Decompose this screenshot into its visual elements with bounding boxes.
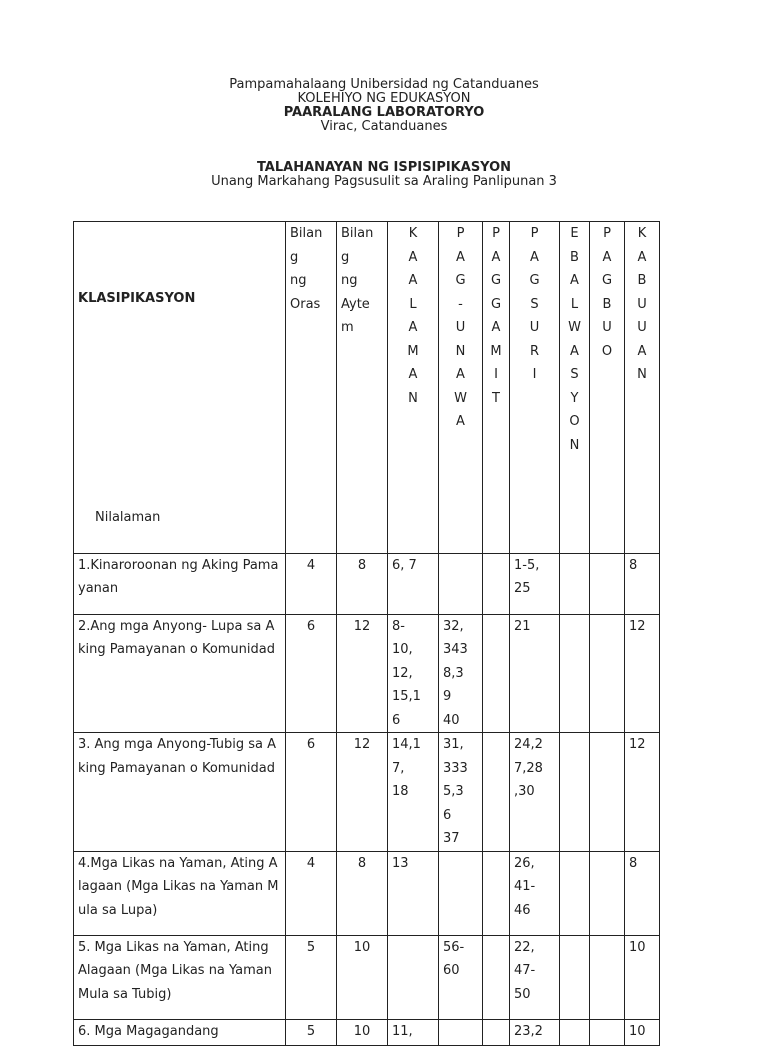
kabuuan-cell: 8 <box>625 851 660 935</box>
ebalwasyon-cell <box>560 1019 590 1045</box>
table-row <box>74 935 660 1019</box>
paggamit-cell <box>483 733 510 852</box>
topic-cell: 3. Ang mga Anyong-Tubig sa Aking Pamayanan o Komunidad <box>74 733 286 852</box>
pagbuo-cell <box>590 935 625 1019</box>
pagsuri-cell: 23,2 <box>510 1019 560 1045</box>
kaalaman-cell <box>388 935 439 1019</box>
ebalwasyon-cell <box>560 614 590 733</box>
kabuuan-cell: 8 <box>625 553 660 614</box>
oras-cell: 4 <box>286 851 337 935</box>
nilalaman-label: Nilalaman <box>95 509 161 525</box>
pagsuri-cell: 24,2 7,28 ,30 <box>510 733 560 852</box>
pagsuri-cell: 21 <box>510 614 560 733</box>
specification-table <box>73 221 660 1046</box>
pagbuo-cell <box>590 733 625 852</box>
pagbuo-cell <box>590 614 625 733</box>
kaalaman-cell: 6, 7 <box>388 553 439 614</box>
pag-unawa-cell: 56- 60 <box>439 935 483 1019</box>
table-row <box>74 851 660 935</box>
oras-cell: 4 <box>286 553 337 614</box>
pag-unawa-cell <box>439 1019 483 1045</box>
pag-unawa-header: P A G - U N A W A <box>439 222 483 554</box>
pagsuri-cell: 26, 41- 46 <box>510 851 560 935</box>
document-title: TALAHANAYAN NG ISPISIPIKASYON <box>256 160 512 175</box>
aytem-cell: 8 <box>337 851 388 935</box>
kaalaman-cell: 13 <box>388 851 439 935</box>
pagsuri-cell: 1-5, 25 <box>510 553 560 614</box>
pag-unawa-cell: 31, 333 5,3 6 37 <box>439 733 483 852</box>
kaalaman-cell: 14,1 7, 18 <box>388 733 439 852</box>
document-subtitle: Unang Markahang Pagsusulit sa Araling Panlipunan 3 <box>211 174 557 189</box>
pag-unawa-cell: 32, 343 8,3 9 40 <box>439 614 483 733</box>
pagsuri-header: P A G S U R I <box>510 222 560 554</box>
topic-cell: 2.Ang mga Anyong- Lupa sa Aking Pamayanan o Komunidad <box>74 614 286 733</box>
oras-cell: 6 <box>286 733 337 852</box>
ebalwasyon-cell <box>560 851 590 935</box>
ebalwasyon-cell <box>560 935 590 1019</box>
ebalwasyon-cell <box>560 733 590 852</box>
kabuuan-cell: 12 <box>625 733 660 852</box>
ebalwasyon-cell <box>560 553 590 614</box>
topic-cell: 1.Kinaroroonan ng Aking Pamayanan <box>74 553 286 614</box>
paggamit-cell <box>483 614 510 733</box>
topic-cell: 4.Mga Likas na Yaman, Ating Alagaan (Mga Likas na Yaman Mula sa Lupa) <box>74 851 286 935</box>
paggamit-cell <box>483 935 510 1019</box>
bilang-oras-header: Bilan g ng Oras <box>286 222 337 554</box>
kaalaman-cell: 8- 10, 12, 15,1 6 <box>388 614 439 733</box>
pagsuri-cell: 22, 47- 50 <box>510 935 560 1019</box>
oras-cell: 6 <box>286 614 337 733</box>
classification-header-cell <box>74 222 286 554</box>
table-row <box>74 733 660 852</box>
kabuuan-cell: 12 <box>625 614 660 733</box>
college-name: KOLEHIYO NG EDUKASYON <box>297 91 471 106</box>
klasipikasyon-label: KLASIPIKASYON <box>78 291 196 306</box>
topic-cell: 6. Mga Magagandang <box>74 1019 286 1045</box>
table-row <box>74 1019 660 1045</box>
kaalaman-header: K A A L A M A N <box>388 222 439 554</box>
aytem-cell: 12 <box>337 614 388 733</box>
school-name: PAARALANG LABORATORYO <box>283 105 485 120</box>
kabuuan-cell: 10 <box>625 1019 660 1045</box>
paggamit-cell <box>483 851 510 935</box>
oras-cell: 5 <box>286 1019 337 1045</box>
oras-cell: 5 <box>286 935 337 1019</box>
university-name: Pampamahalaang Unibersidad ng Catanduanes <box>229 77 539 92</box>
aytem-cell: 12 <box>337 733 388 852</box>
aytem-cell: 10 <box>337 1019 388 1045</box>
table-row <box>74 553 660 614</box>
pagbuo-cell <box>590 553 625 614</box>
paggamit-cell <box>483 1019 510 1045</box>
pagbuo-cell <box>590 851 625 935</box>
ebalwasyon-header: E B A L W A S Y O N <box>560 222 590 554</box>
pag-unawa-cell <box>439 553 483 614</box>
kabuuan-header: K A B U U A N <box>625 222 660 554</box>
kaalaman-cell: 11, <box>388 1019 439 1045</box>
pagbuo-cell <box>590 1019 625 1045</box>
bilang-aytem-header: Bilan g ng Ayte m <box>337 222 388 554</box>
aytem-cell: 10 <box>337 935 388 1019</box>
aytem-cell: 8 <box>337 553 388 614</box>
pag-unawa-cell <box>439 851 483 935</box>
pagbuo-header: P A G B U O <box>590 222 625 554</box>
topic-cell: 5. Mga Likas na Yaman, Ating Alagaan (Mga Likas na Yaman Mula sa Tubig) <box>74 935 286 1019</box>
paggamit-header: P A G G A M I T <box>483 222 510 554</box>
header-row <box>74 222 660 554</box>
school-location: Virac, Catanduanes <box>320 119 448 134</box>
paggamit-cell <box>483 553 510 614</box>
table-row <box>74 614 660 733</box>
kabuuan-cell: 10 <box>625 935 660 1019</box>
